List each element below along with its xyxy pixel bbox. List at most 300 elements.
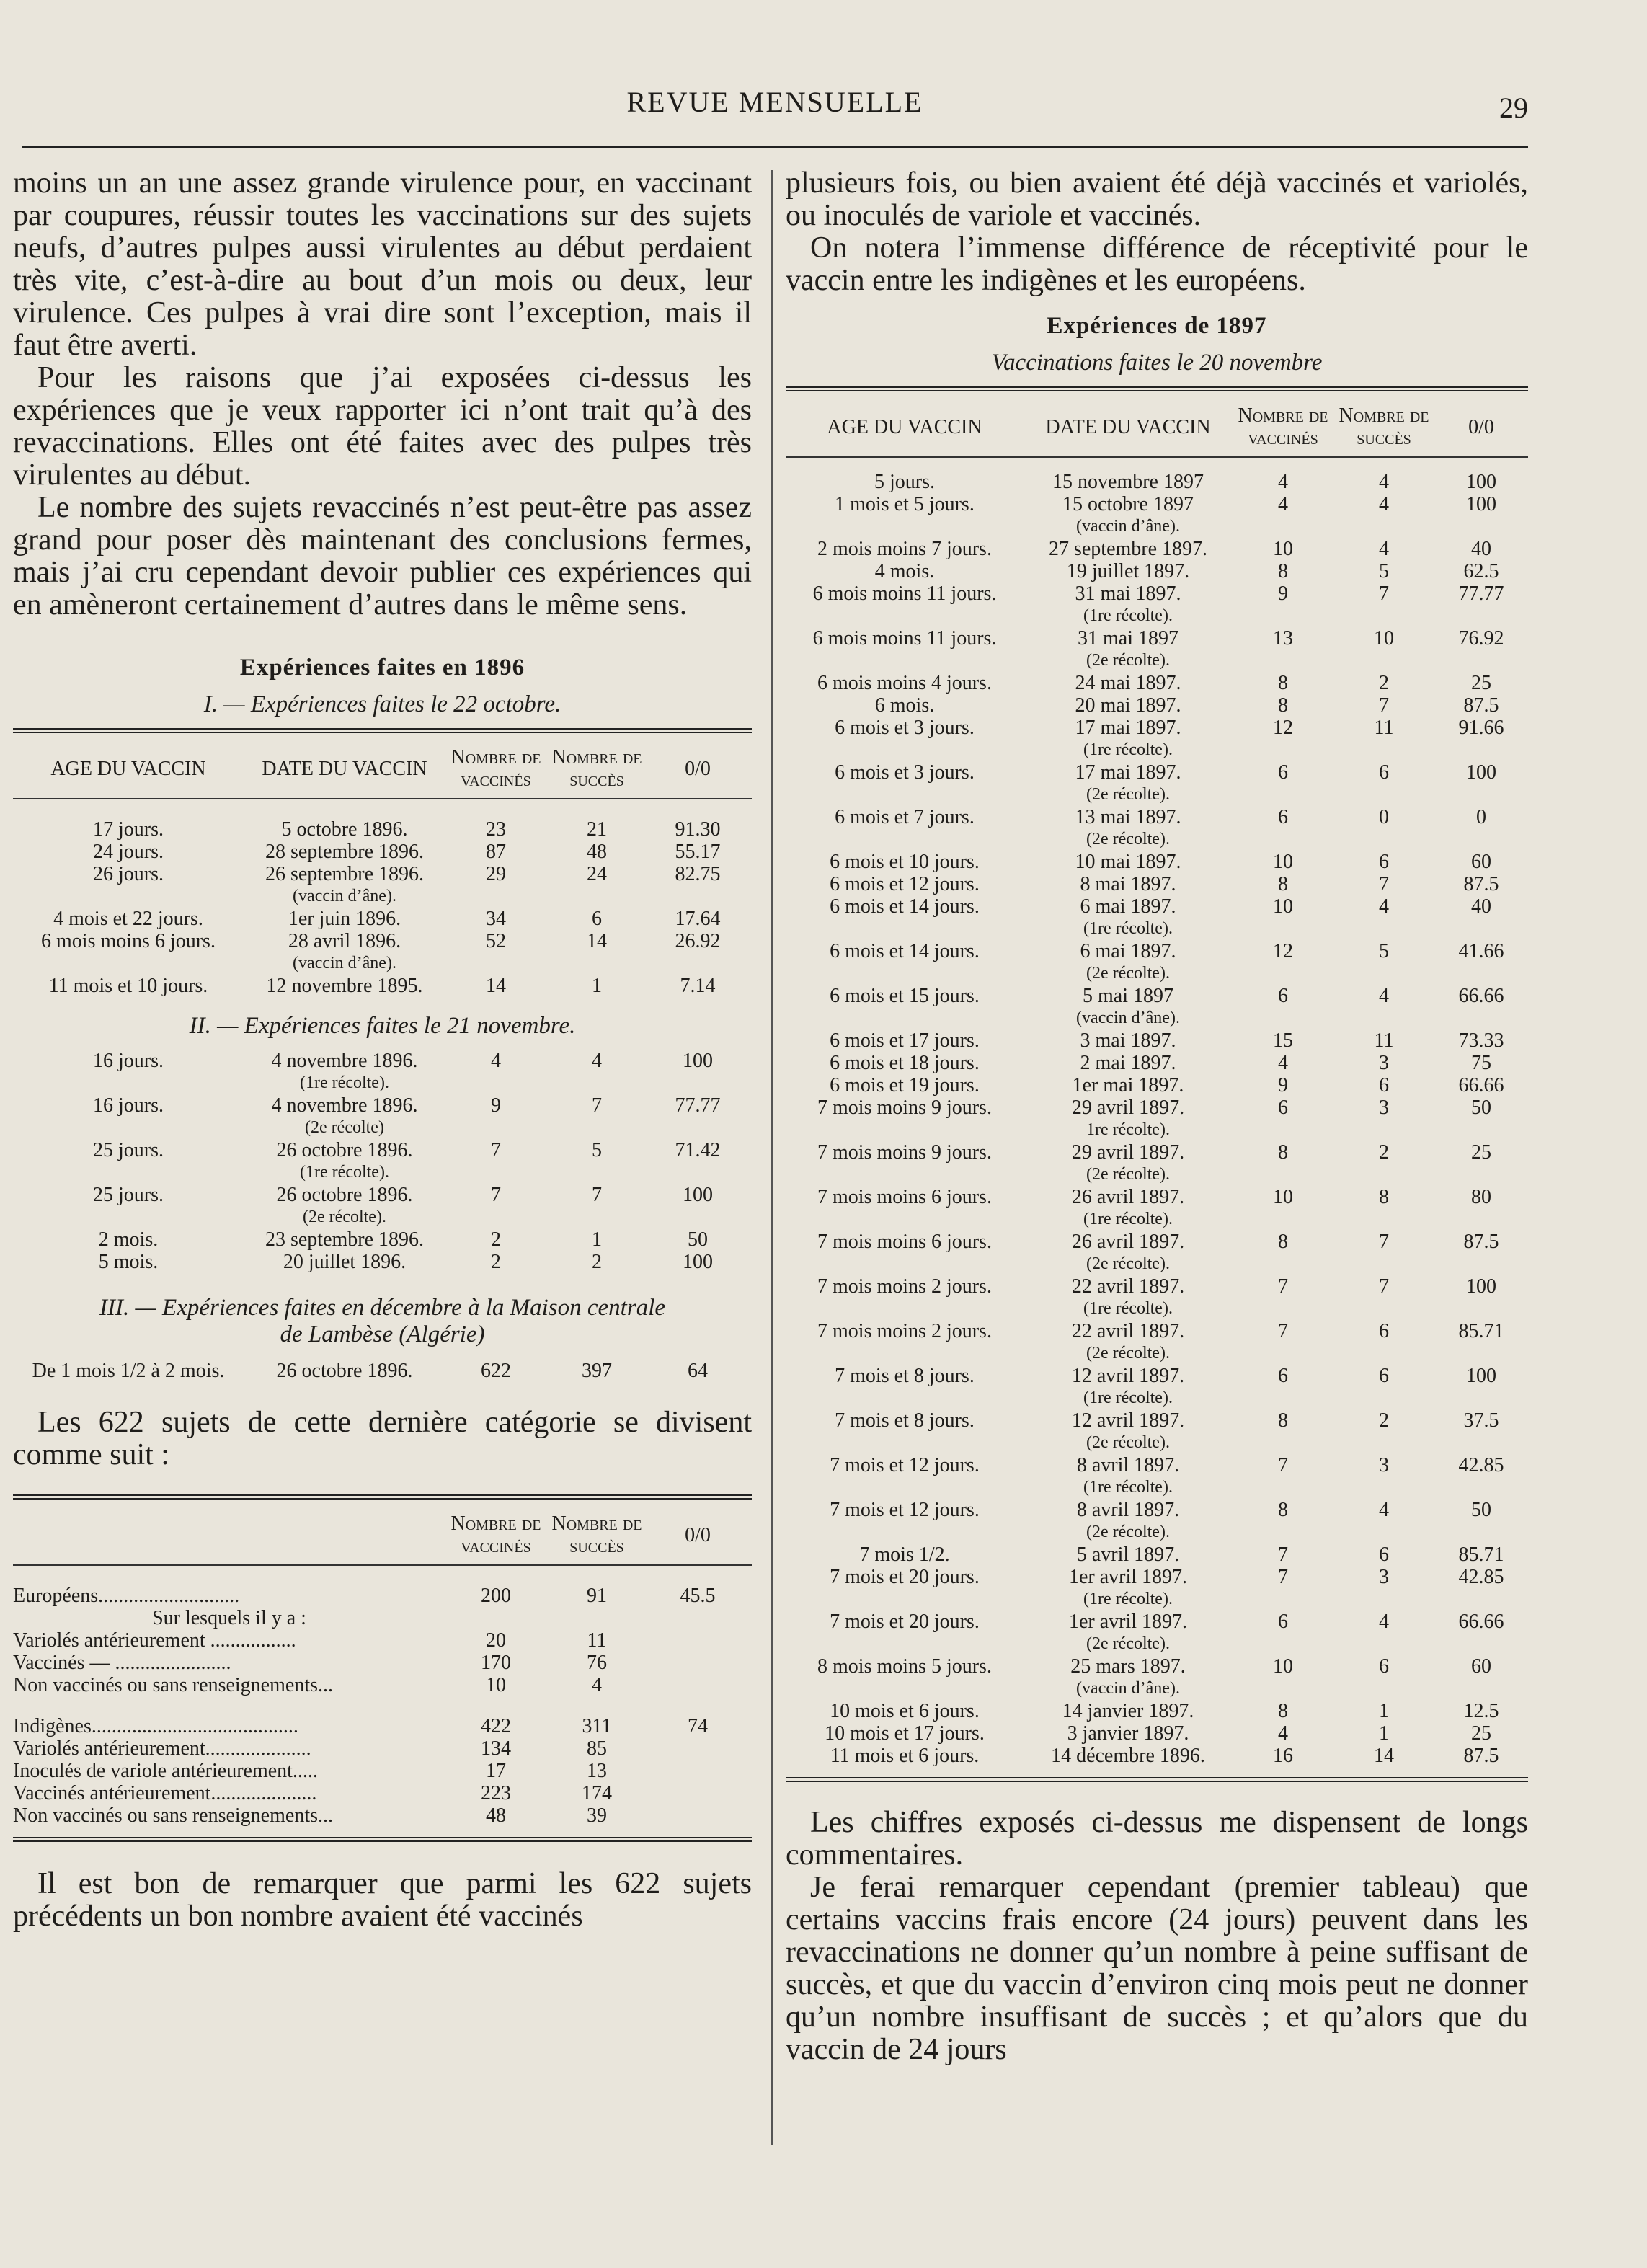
row-date: 26 octobre 1896. — [276, 1360, 413, 1382]
row-age: 7 mois 1/2. — [859, 1543, 950, 1566]
row-vaccines: 7 — [1278, 1454, 1288, 1476]
row-date: 26 avril 1897. — [1071, 1231, 1185, 1253]
row-date: 20 mai 1897. — [1075, 694, 1181, 717]
row-pct: 87.5 — [1463, 873, 1499, 895]
category-label: Non vaccinés ou sans renseignements... — [13, 1674, 333, 1696]
row-date: 1er avril 1897. — [1068, 1611, 1188, 1633]
row-date-note: (vaccin d’âne). — [1076, 1009, 1180, 1027]
row-succes: 1 — [592, 975, 602, 997]
table-rule — [13, 1837, 752, 1842]
row-age: 26 jours. — [93, 863, 164, 885]
row-vaccines: 622 — [481, 1360, 511, 1382]
row-age: 16 jours. — [93, 1094, 164, 1117]
category-vaccines: 223 — [481, 1782, 511, 1804]
row-succes: 3 — [1379, 1097, 1389, 1119]
row-pct: 87.5 — [1463, 1231, 1499, 1253]
row-age: 6 mois et 3 jours. — [835, 761, 975, 784]
table-1896-I — [13, 818, 752, 997]
row-age: 10 mois et 6 jours. — [830, 1700, 980, 1722]
row-vaccines: 7 — [1278, 1275, 1288, 1298]
row-succes: 3 — [1379, 1454, 1389, 1476]
row-age: 6 mois et 18 jours. — [830, 1052, 980, 1074]
row-pct: 85.71 — [1458, 1543, 1504, 1566]
row-vaccines: 8 — [1278, 1409, 1288, 1432]
table-row — [786, 1611, 1528, 1633]
row-date: 1er avril 1897. — [1068, 1566, 1188, 1588]
row-succes: 397 — [582, 1360, 612, 1382]
row-succes: 4 — [1379, 538, 1389, 560]
row-succes: 6 — [1379, 1074, 1389, 1097]
table-row — [786, 1655, 1528, 1678]
row-succes: 0 — [1379, 806, 1389, 828]
row-date: 5 mai 1897 — [1083, 985, 1173, 1007]
col-header-date: DATE DU VACCIN — [262, 757, 427, 780]
row-succes: 2 — [592, 1251, 602, 1273]
row-pct: 41.66 — [1458, 940, 1504, 962]
category-pct — [647, 1674, 748, 1696]
row-succes: 6 — [1379, 1365, 1389, 1387]
row-succes: 21 — [587, 818, 607, 841]
table-row — [13, 1184, 752, 1206]
table-subrow — [786, 1521, 1528, 1543]
row-vaccines: 6 — [1278, 806, 1288, 828]
paragraph: plusieurs fois, ou bien avaient été déjà vaccinés et variolés, ou inoculés de variole et vaccinés. — [786, 167, 1528, 232]
category-table-europeens — [13, 1585, 752, 1696]
row-age: 7 mois moins 9 jours. — [817, 1097, 992, 1119]
subsection-title-III-cont: de Lambèse (Algérie) — [280, 1321, 485, 1347]
row-date-note: (1re récolte). — [1083, 1299, 1173, 1318]
row-vaccines: 7 — [1278, 1543, 1288, 1566]
table-subrow — [13, 952, 752, 975]
table-row — [786, 1409, 1528, 1432]
row-date: 15 octobre 1897 — [1062, 493, 1194, 515]
row-pct: 76.92 — [1458, 627, 1504, 650]
category-vaccines: 17 — [486, 1760, 506, 1782]
category-label: Européens............................ — [13, 1585, 240, 1607]
row-date-note: (2e récolte). — [1086, 651, 1170, 670]
row-pct: 37.5 — [1463, 1409, 1499, 1432]
row-vaccines: 4 — [1278, 1722, 1288, 1745]
row-vaccines: 10 — [1273, 851, 1293, 873]
table-row — [786, 1722, 1528, 1745]
row-age: 6 mois et 14 jours. — [830, 895, 980, 918]
table-row — [786, 560, 1528, 582]
row-date: 31 mai 1897 — [1078, 627, 1178, 650]
row-vaccines: 16 — [1273, 1745, 1293, 1767]
category-succes: 76 — [587, 1652, 607, 1674]
table-subrow — [786, 784, 1528, 806]
row-age: 7 mois moins 6 jours. — [817, 1186, 992, 1208]
paragraph: Pour les raisons que j’ai exposées ci-dessus les expériences que je veux rapporter ici n’ont trait qu’à des revaccinations. Elles ont été faites avec des pulpes très virulentes au début. — [13, 361, 752, 492]
column-separator — [771, 170, 773, 2145]
table-row — [13, 975, 752, 997]
row-date-note: (1re récolte). — [300, 1073, 389, 1092]
category-pct — [647, 1652, 748, 1674]
category-pct — [647, 1737, 748, 1760]
table-subrow — [786, 1476, 1528, 1499]
row-pct: 64 — [688, 1360, 708, 1382]
row-pct: 100 — [1466, 761, 1496, 784]
category-vaccines: 422 — [481, 1715, 511, 1737]
table-row — [786, 806, 1528, 828]
row-pct: 17.64 — [675, 908, 721, 930]
row-pct: 55.17 — [675, 841, 721, 863]
row-vaccines: 4 — [491, 1050, 501, 1072]
row-age: 6 mois et 19 jours. — [830, 1074, 980, 1097]
section-title-1896: Expériences faites en 1896 — [239, 655, 525, 681]
row-date-note: (2e récolte). — [1086, 1165, 1170, 1184]
row-age: 7 mois et 12 jours. — [830, 1499, 980, 1521]
row-date-note: (1re récolte). — [1083, 606, 1173, 625]
row-pct: 80 — [1471, 1186, 1491, 1208]
row-age: 17 jours. — [93, 818, 164, 841]
row-date: 13 mai 1897. — [1075, 806, 1181, 828]
row-date: 12 avril 1897. — [1071, 1409, 1185, 1432]
row-date: 4 novembre 1896. — [271, 1050, 418, 1072]
row-age: 7 mois et 12 jours. — [830, 1454, 980, 1476]
table-row — [13, 818, 752, 841]
col-header-vaccines: Nombre de vaccinés — [450, 1512, 541, 1557]
row-date: 22 avril 1897. — [1071, 1320, 1185, 1342]
table-row — [786, 1454, 1528, 1476]
row-pct: 25 — [1471, 1141, 1491, 1164]
category-row — [13, 1715, 752, 1737]
table-rule — [13, 728, 752, 733]
row-date-note: (2e récolte). — [1086, 1344, 1170, 1363]
row-pct: 25 — [1471, 1722, 1491, 1745]
table-subrow — [786, 962, 1528, 985]
category-succes: 13 — [587, 1760, 607, 1782]
category-succes: 174 — [582, 1782, 612, 1804]
row-vaccines: 29 — [486, 863, 506, 885]
row-age: 6 mois et 3 jours. — [835, 717, 975, 739]
row-date: 26 octobre 1896. — [276, 1139, 413, 1161]
row-succes: 7 — [1379, 1275, 1389, 1298]
row-date: 12 avril 1897. — [1071, 1365, 1185, 1387]
category-vaccines: 48 — [486, 1804, 506, 1827]
row-pct: 87.5 — [1463, 1745, 1499, 1767]
table-row — [786, 761, 1528, 784]
table-subrow — [13, 1072, 752, 1094]
row-age: 7 mois et 8 jours. — [835, 1409, 975, 1432]
row-date: 14 décembre 1896. — [1051, 1745, 1205, 1767]
row-succes: 4 — [1379, 1611, 1389, 1633]
table-subrow — [786, 1387, 1528, 1409]
row-date: 14 janvier 1897. — [1062, 1700, 1194, 1722]
row-vaccines: 13 — [1273, 627, 1293, 650]
category-label: Vaccinés — ....................... — [13, 1652, 231, 1674]
table-row — [786, 1566, 1528, 1588]
category-pct — [647, 1804, 748, 1827]
category-row — [13, 1804, 752, 1827]
col-header-vaccines: Nombre de vaccinés — [450, 746, 541, 791]
row-date: 20 juillet 1896. — [283, 1251, 407, 1273]
row-pct: 91.66 — [1458, 717, 1504, 739]
row-vaccines: 12 — [1273, 717, 1293, 739]
row-vaccines: 7 — [491, 1184, 501, 1206]
row-succes: 11 — [1374, 1029, 1394, 1052]
table-subrow — [786, 650, 1528, 672]
paragraph: Il est bon de remarquer que parmi les 622 sujets précédents un bon nombre avaient été vaccinés — [13, 1867, 752, 1933]
row-date: 17 mai 1897. — [1075, 717, 1181, 739]
table-row — [13, 1251, 752, 1273]
row-succes: 2 — [1379, 672, 1389, 694]
category-row — [13, 1782, 752, 1804]
table-row — [786, 1231, 1528, 1253]
row-date: 23 septembre 1896. — [265, 1228, 425, 1251]
category-row — [13, 1674, 752, 1696]
category-row — [13, 1629, 752, 1652]
row-vaccines: 9 — [1278, 582, 1288, 605]
row-age: 6 mois et 10 jours. — [830, 851, 980, 873]
paragraph: Le nombre des sujets revaccinés n’est peut-être pas assez grand pour poser dès maintenant des conclusions fermes, mais j’ai cru cependant devoir publier ces expériences qui en amèneront certainement d’autres dans le même sens. — [13, 491, 752, 621]
category-table-header — [13, 1505, 752, 1566]
table-row — [13, 841, 752, 863]
table-row — [786, 1320, 1528, 1342]
row-age: 16 jours. — [93, 1050, 164, 1072]
row-succes: 1 — [592, 1228, 602, 1251]
table-1896-II — [13, 1050, 752, 1273]
category-label: Sur lesquels il y a : — [152, 1607, 306, 1629]
row-pct: 73.33 — [1458, 1029, 1504, 1052]
row-pct: 91.30 — [675, 818, 721, 841]
left-column — [13, 167, 752, 1933]
row-pct: 100 — [1466, 493, 1496, 515]
row-date: 19 juillet 1897. — [1066, 560, 1190, 582]
row-succes: 4 — [1379, 471, 1389, 493]
subsection-title-III: III. — Expériences faites en décembre à la Maison centrale — [99, 1295, 666, 1321]
row-succes: 2 — [1379, 1141, 1389, 1164]
row-succes: 10 — [1374, 627, 1394, 650]
row-date: 17 mai 1897. — [1075, 761, 1181, 784]
category-vaccines: 20 — [486, 1629, 506, 1652]
table-rule — [786, 1777, 1528, 1782]
row-vaccines: 8 — [1278, 1499, 1288, 1521]
row-pct: 50 — [1471, 1499, 1491, 1521]
row-vaccines: 4 — [1278, 1052, 1288, 1074]
col-header-vaccines: Nombre de vaccinés — [1238, 404, 1328, 449]
table-subrow — [786, 1253, 1528, 1275]
category-vaccines: 200 — [481, 1585, 511, 1607]
row-date-note: (2e récolte). — [1086, 964, 1170, 983]
row-date: 5 octobre 1896. — [281, 818, 408, 841]
row-age: 11 mois et 6 jours. — [830, 1745, 980, 1767]
category-pct — [647, 1760, 748, 1782]
category-vaccines: 10 — [486, 1674, 506, 1696]
row-age: 6 mois moins 4 jours. — [817, 672, 992, 694]
row-age: 6 mois et 7 jours. — [835, 806, 975, 828]
table-row — [786, 1029, 1528, 1052]
row-pct: 77.77 — [675, 1094, 721, 1117]
row-succes: 24 — [587, 863, 607, 885]
row-date: 26 octobre 1896. — [276, 1184, 413, 1206]
table-row — [13, 1050, 752, 1072]
paragraph: On notera l’immense différence de réceptivité pour le vaccin entre les indigènes et les européens. — [786, 231, 1528, 297]
row-pct: 62.5 — [1463, 560, 1499, 582]
row-date-note: (1re récolte). — [300, 1163, 389, 1182]
category-label: Non vaccinés ou sans renseignements... — [13, 1804, 333, 1827]
category-pct: 74 — [688, 1715, 708, 1737]
table-subrow — [786, 1678, 1528, 1700]
table-row — [786, 873, 1528, 895]
row-pct: 50 — [688, 1228, 708, 1251]
row-date: 4 novembre 1896. — [271, 1094, 418, 1117]
row-date: 8 mai 1897. — [1080, 873, 1176, 895]
category-succes: 91 — [587, 1585, 607, 1607]
row-date: 28 avril 1896. — [288, 930, 401, 952]
row-succes: 7 — [1379, 694, 1389, 717]
category-row — [13, 1652, 752, 1674]
row-succes: 7 — [1379, 582, 1389, 605]
row-vaccines: 14 — [486, 975, 506, 997]
row-vaccines: 9 — [1278, 1074, 1288, 1097]
table-row — [786, 538, 1528, 560]
table-row — [13, 1360, 752, 1382]
row-vaccines: 8 — [1278, 1231, 1288, 1253]
table-subrow — [786, 1164, 1528, 1186]
row-age: 4 mois et 22 jours. — [53, 908, 203, 930]
row-succes: 48 — [587, 841, 607, 863]
table-1897 — [786, 471, 1528, 1767]
row-date-note: (2e récolte). — [1086, 1634, 1170, 1653]
category-succes: 4 — [592, 1674, 602, 1696]
page-number: 29 — [1499, 92, 1528, 124]
row-age: 6 mois moins 6 jours. — [41, 930, 216, 952]
category-label: Indigènes......................................... — [13, 1715, 298, 1737]
row-date-note: (1re récolte). — [1083, 919, 1173, 938]
row-succes: 2 — [1379, 1409, 1389, 1432]
category-table-indigenes — [13, 1715, 752, 1827]
row-date: 15 novembre 1897 — [1052, 471, 1204, 493]
category-vaccines — [445, 1607, 546, 1629]
row-age: 7 mois moins 6 jours. — [817, 1231, 992, 1253]
row-date: 26 avril 1897. — [1071, 1186, 1185, 1208]
table-row — [786, 1275, 1528, 1298]
row-date-note: (1re récolte). — [1083, 1590, 1173, 1608]
row-age: 6 mois moins 11 jours. — [812, 627, 997, 650]
row-vaccines: 2 — [491, 1228, 501, 1251]
row-succes: 8 — [1379, 1186, 1389, 1208]
table-row — [786, 1543, 1528, 1566]
table-row — [786, 493, 1528, 515]
row-pct: 66.66 — [1458, 1074, 1504, 1097]
col-header-age: AGE DU VACCIN — [827, 415, 982, 438]
row-date: 3 mai 1897. — [1080, 1029, 1176, 1052]
row-vaccines: 7 — [1278, 1320, 1288, 1342]
row-date-note: (1re récolte). — [1083, 1210, 1173, 1228]
row-vaccines: 10 — [1273, 895, 1293, 918]
table-row — [13, 1228, 752, 1251]
row-age: 6 mois et 14 jours. — [830, 940, 980, 962]
row-date-note: (1re récolte). — [1083, 1388, 1173, 1407]
row-succes: 1 — [1379, 1700, 1389, 1722]
row-pct: 85.71 — [1458, 1320, 1504, 1342]
row-pct: 87.5 — [1463, 694, 1499, 717]
col-header-date: DATE DU VACCIN — [1045, 415, 1211, 438]
row-pct: 100 — [683, 1184, 713, 1206]
row-vaccines: 12 — [1273, 940, 1293, 962]
table-subrow — [786, 515, 1528, 538]
table-row — [786, 582, 1528, 605]
table-row — [786, 1074, 1528, 1097]
row-succes: 14 — [587, 930, 607, 952]
row-pct: 60 — [1471, 1655, 1491, 1678]
col-header-pct: 0/0 — [685, 1523, 711, 1546]
category-label: Vaccinés antérieurement..................... — [13, 1782, 317, 1804]
category-pct — [647, 1629, 748, 1652]
row-pct: 71.42 — [675, 1139, 721, 1161]
table-row — [786, 895, 1528, 918]
row-age: 7 mois et 20 jours. — [830, 1611, 980, 1633]
col-header-succes: Nombre de succès — [551, 1512, 642, 1557]
row-date-note: (2e récolte). — [1086, 1433, 1170, 1452]
row-age: 2 mois. — [98, 1228, 159, 1251]
row-date: 6 mai 1897. — [1080, 940, 1176, 962]
category-pct — [647, 1607, 748, 1629]
row-pct: 40 — [1471, 895, 1491, 918]
row-pct: 42.85 — [1458, 1566, 1504, 1588]
row-vaccines: 8 — [1278, 1700, 1288, 1722]
row-vaccines: 8 — [1278, 672, 1288, 694]
row-age: 8 mois moins 5 jours. — [817, 1655, 992, 1678]
row-age: De 1 mois 1/2 à 2 mois. — [32, 1360, 225, 1382]
col-header-age: AGE DU VACCIN — [50, 757, 206, 780]
row-succes: 4 — [1379, 895, 1389, 918]
row-succes: 7 — [1379, 1231, 1389, 1253]
row-date: 27 septembre 1897. — [1048, 538, 1208, 560]
row-pct: 100 — [1466, 1275, 1496, 1298]
row-succes: 4 — [1379, 493, 1389, 515]
row-age: 1 mois et 5 jours. — [835, 493, 975, 515]
category-succes: 85 — [587, 1737, 607, 1760]
table-row — [786, 717, 1528, 739]
table-row — [786, 1052, 1528, 1074]
col-header-pct: 0/0 — [1468, 415, 1494, 438]
table-row — [13, 1139, 752, 1161]
row-succes: 6 — [1379, 761, 1389, 784]
paragraph: Je ferai remarquer cependant (premier tableau) que certains vaccins frais encore (24 jours) peuvent dans les revaccinations ne donner qu’un nombre à peine suffisant de succès, et que du vaccin d’environ cinq mois peut ne donner qu’un nombre insuffisant de succès ; et qu’alors que du vaccin de 24 jours — [786, 1871, 1528, 2066]
row-vaccines: 8 — [1278, 1141, 1288, 1164]
row-pct: 100 — [683, 1251, 713, 1273]
row-date: 22 avril 1897. — [1071, 1275, 1185, 1298]
row-date: 12 novembre 1895. — [266, 975, 423, 997]
row-pct: 12.5 — [1463, 1700, 1499, 1722]
table-row — [786, 1186, 1528, 1208]
row-vaccines: 6 — [1278, 1365, 1288, 1387]
row-succes: 3 — [1379, 1052, 1389, 1074]
row-pct: 100 — [1466, 471, 1496, 493]
category-succes: 39 — [587, 1804, 607, 1827]
category-pct — [647, 1782, 748, 1804]
category-succes: 311 — [582, 1715, 612, 1737]
row-succes: 4 — [1379, 1499, 1389, 1521]
category-pct: 45.5 — [680, 1585, 716, 1607]
row-date-note: (vaccin d’âne). — [293, 887, 396, 905]
row-succes: 7 — [1379, 873, 1389, 895]
row-date: 29 avril 1897. — [1071, 1097, 1185, 1119]
category-label: Variolés antérieurement ................. — [13, 1629, 296, 1652]
row-date-note: (1re récolte). — [1083, 1478, 1173, 1497]
row-succes: 6 — [592, 908, 602, 930]
table-subrow — [13, 1117, 752, 1139]
row-pct: 66.66 — [1458, 1611, 1504, 1633]
row-vaccines: 23 — [486, 818, 506, 841]
row-vaccines: 52 — [486, 930, 506, 952]
table-row — [786, 1141, 1528, 1164]
table-subrow — [786, 1588, 1528, 1611]
row-pct: 25 — [1471, 672, 1491, 694]
row-date-note: (vaccin d’âne). — [1076, 517, 1180, 536]
